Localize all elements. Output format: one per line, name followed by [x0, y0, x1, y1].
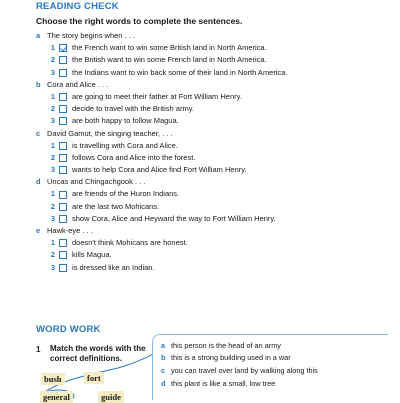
option-text: wants to help Cora and Alice find Fort William Henry.	[72, 165, 247, 175]
option-row	[36, 115, 396, 127]
definition-item	[153, 352, 388, 365]
option-number: 3	[50, 262, 55, 272]
option-number: 2	[50, 250, 55, 260]
question-stem: The story begins when . . .	[47, 31, 135, 40]
checkbox-checked[interactable]	[59, 44, 67, 52]
question-d	[36, 176, 396, 225]
checkbox[interactable]	[59, 166, 67, 174]
option-number: 1	[50, 91, 55, 101]
checkbox[interactable]	[59, 142, 67, 150]
option-text: are the last two Mohicans.	[72, 201, 160, 211]
checkbox[interactable]	[59, 203, 67, 211]
checkbox[interactable]	[59, 117, 67, 125]
checkbox[interactable]	[59, 264, 67, 272]
definition-item	[153, 377, 388, 390]
option-row	[36, 91, 396, 103]
option-row	[36, 54, 396, 66]
exercise-instruction: Match the words with the correct definitions.	[50, 344, 146, 363]
checkbox[interactable]	[59, 93, 67, 101]
question-letter: b	[36, 79, 41, 89]
option-text: the British want to win some French land in North America.	[72, 55, 267, 65]
reading-check-title: READING CHECK	[36, 1, 119, 12]
option-row	[36, 201, 396, 213]
option-text: follows Cora and Alice into the forest.	[72, 152, 196, 162]
option-row	[36, 237, 396, 249]
option-text: is travelling with Cora and Alice.	[72, 140, 178, 150]
checkbox[interactable]	[59, 251, 67, 259]
word-chip: general	[40, 391, 73, 403]
option-number: 3	[50, 213, 55, 223]
word-work-title: WORD WORK	[36, 324, 101, 335]
question-a	[36, 30, 396, 79]
question-stem: David Gamut, the singing teacher, . . .	[47, 128, 173, 138]
option-text: show Cora, Alice and Heyward the way to Fort William Henry.	[72, 213, 276, 223]
option-row	[36, 262, 396, 274]
option-row	[36, 42, 396, 54]
checkbox[interactable]	[59, 69, 67, 77]
option-row	[36, 103, 396, 115]
option-number: 1	[50, 43, 55, 53]
definition-letter: d	[161, 378, 166, 388]
checkbox[interactable]	[59, 154, 67, 162]
question-stem: Hawk-eye . . .	[47, 226, 93, 235]
option-row	[36, 164, 396, 176]
option-text: decide to travel with the British army.	[72, 104, 194, 114]
option-text: the Indians want to win back some of their land in North America.	[72, 67, 288, 77]
checkbox[interactable]	[59, 56, 67, 64]
question-stem: Cora and Alice . . .	[47, 79, 109, 89]
question-c	[36, 128, 396, 177]
question-letter: a	[36, 31, 41, 40]
definition-text: this plant is like a small, low tree	[171, 378, 276, 388]
option-number: 2	[50, 201, 55, 211]
question-list	[36, 30, 396, 274]
option-number: 2	[50, 152, 55, 162]
definition-item	[153, 339, 388, 352]
option-row	[36, 152, 396, 164]
definition-text: you can travel over land by walking along this	[171, 365, 318, 375]
word-chip: bush	[41, 373, 65, 385]
option-number: 1	[50, 140, 55, 150]
option-row	[36, 140, 396, 152]
option-row	[36, 213, 396, 225]
definition-letter: b	[161, 353, 166, 363]
question-b	[36, 79, 396, 128]
option-text: is dressed like an Indian.	[72, 262, 155, 272]
option-number: 3	[50, 165, 55, 175]
exercise-number: 1	[36, 345, 41, 354]
option-number: 1	[50, 189, 55, 199]
definition-letter: c	[161, 365, 166, 375]
word-chip: fort	[84, 372, 104, 384]
option-number: 3	[50, 67, 55, 77]
question-letter: c	[36, 128, 41, 138]
definition-letter: a	[161, 340, 166, 350]
definition-item	[153, 364, 388, 377]
option-text: kills Magua.	[72, 250, 112, 260]
option-text: are going to meet their father at Fort William Henry.	[72, 91, 242, 101]
question-letter: d	[36, 177, 41, 187]
checkbox[interactable]	[59, 191, 67, 199]
option-text: doesn't think Mohicans are honest.	[72, 238, 188, 248]
definitions-box	[152, 334, 388, 400]
question-e	[36, 225, 396, 274]
option-number: 2	[50, 104, 55, 114]
checkbox[interactable]	[59, 105, 67, 113]
option-row	[36, 188, 396, 200]
option-text: are both happy to follow Magua.	[72, 116, 179, 126]
option-row	[36, 249, 396, 261]
option-row	[36, 67, 396, 79]
question-stem: Uncas and Chingachgook . . .	[47, 177, 146, 187]
option-number: 3	[50, 116, 55, 126]
option-text: the French want to win some British land in North America.	[72, 43, 267, 53]
checkbox[interactable]	[59, 239, 67, 247]
definition-text: this is a strong building used in a war	[171, 353, 291, 363]
checkbox[interactable]	[59, 215, 67, 223]
word-chip: guide	[98, 391, 124, 403]
option-number: 2	[50, 55, 55, 65]
reading-check-instruction: Choose the right words to complete the sentences.	[36, 16, 243, 26]
definition-text: this person is the head of an army	[171, 340, 281, 350]
option-number: 1	[50, 238, 55, 248]
question-letter: e	[36, 226, 41, 235]
option-text: are friends of the Huron Indians.	[72, 189, 180, 199]
